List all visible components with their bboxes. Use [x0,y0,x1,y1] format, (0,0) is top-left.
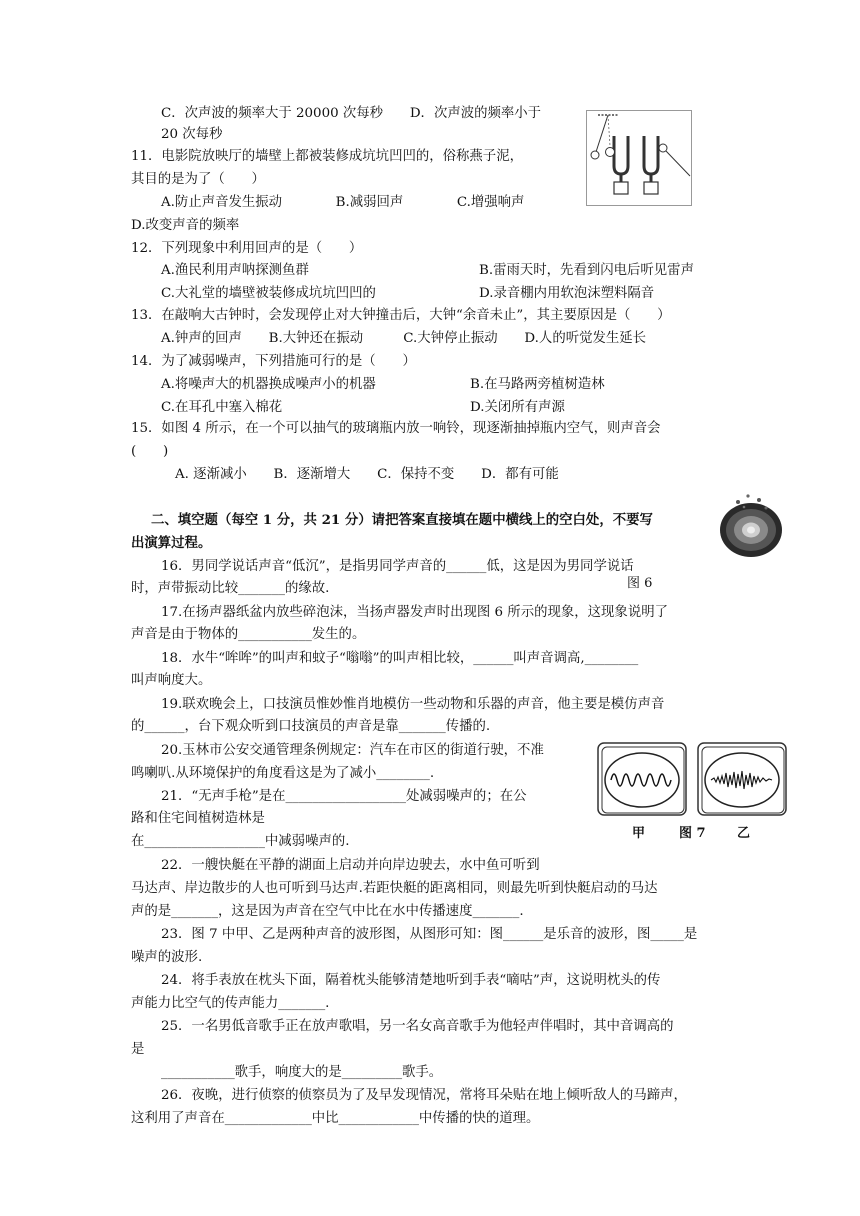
q18-line1: 18．水牛“哞哞”的叫声和蚊子“嗡嗡”的叫声相比较，______叫声音调高,________ [161,651,639,666]
q22-line1: 22．一艘快艇在平静的湖面上启动并向岸边驶去，水中鱼可听到 [161,858,540,873]
oscilloscope-noise-wave [697,742,789,818]
q26-line2: 这利用了声音在_____________中比____________中传播的快的道理。 [131,1111,540,1126]
q21-line3: 在__________________中减弱噪声的. [131,834,350,849]
q14-stem: 14．为了减弱噪声，下列措施可行的是（ ） [131,354,416,369]
q12-option-b: B.雷雨天时，先看到闪电后听见雷声 [479,263,694,278]
q11-stem-cont: 其目的是为了（ ） [131,172,265,187]
q11-options-abc: A.防止声音发生振动 B.减弱回声 C.增强响声 [161,195,525,210]
q16-line1: 16．男同学说话声音“低沉”，是指男同学声音的______低，这是因为男同学说话 [161,559,634,574]
q18-line2: 叫声响度大。 [131,673,212,688]
tuning-fork-figure [586,110,692,206]
oscilloscope-music-wave [597,742,689,818]
q25-line3: ___________歌手，响度大的是_________歌手。 [161,1065,443,1080]
q21-line2: 路和住宅间植树造林是 [131,811,265,826]
q15-stem: 15．如图 4 所示，在一个可以抽气的玻璃瓶内放一响铃，现逐渐抽掉瓶内空气，则声音会 [131,421,661,436]
speaker-icon [718,490,784,562]
q14-option-c: C.在耳孔中塞入棉花 [161,400,283,415]
q23-line2: 噪声的波形. [131,950,203,965]
q20-line1: 20.玉林市公安交通管理条例规定：汽车在市区的街道行驶，不准 [161,743,544,758]
q17-line2: 声音是由于物体的___________发生的。 [131,627,366,642]
q11-stem: 11．电影院放映厅的墙壁上都被装修成坑坑凹凹的，俗称燕子泥， [131,149,523,164]
q20-line2: 鸣喇叭.从环境保护的角度看这是为了减小________. [131,766,435,781]
q25-line1: 25．一名男低音歌手正在放声歌唱，另一名女高音歌手为他轻声伴唱时，其中音调高的 [161,1019,674,1034]
q24-line2: 声能力比空气的传声能力_______. [131,996,330,1011]
q10-option-cd: C．次声波的频率大于 20000 次每秒 D．次声波的频率小于 [161,106,542,121]
section-two-heading-cont: 出演算过程。 [131,535,212,551]
q13-options: A.钟声的回声 B.大钟还在振动 C.大钟停止振动 D.人的听觉发生延长 [161,331,647,346]
q24-line1: 24．将手表放在枕头下面，隔着枕头能够清楚地听到手表“嘀咕”声，这说明枕头的传 [161,973,661,988]
q15-stem-cont: ( ) [131,444,169,459]
q19-line2: 的______，台下观众听到口技演员的声音是靠_______传播的. [131,719,491,734]
q22-line2: 马达声、岸边散步的人也可听到马达声.若距快艇的距离相同，则最先听到快艇启动的马达 [131,881,658,896]
q25-line2: 是 [131,1042,145,1057]
q15-options: A. 逐渐减小 B．逐渐增大 C．保持不变 D．都有可能 [175,467,559,482]
q16-line2: 时，声带振动比较_______的缘故. [131,581,330,596]
q21-line1: 21．“无声手枪”是在__________________处减弱噪声的；在公 [161,789,527,804]
fig6-caption: 图 6 [627,576,653,591]
q12-stem: 12．下列现象中利用回声的是（ ） [131,241,363,256]
q12-option-a: A.渔民利用声呐探测鱼群 [161,263,309,278]
q23-line1: 23．图 7 中甲、乙是两种声音的波形图，从图形可知：图______是乐音的波形，图_____是 [161,927,698,942]
q13-stem: 13．在敲响大古钟时，会发现停止对大钟撞击后，大钟“余音未止”，其主要原因是（ ） [131,308,671,323]
q26-line1: 26．夜晚，进行侦察的侦察员为了及早发现情况，常将耳朵贴在地上倾听敌人的马蹄声， [161,1088,687,1103]
q12-option-d: D.录音棚内用软泡沫塑料隔音 [479,286,655,301]
q10-option-d-cont: 20 次每秒 [161,127,223,142]
q14-option-d: D.关闭所有声源 [470,400,565,415]
q11-option-d: D.改变声音的频率 [131,218,240,233]
q17-line1: 17.在扬声器纸盆内放些碎泡沫，当扬声器发声时出现图 6 所示的现象，这现象说明了 [161,605,668,620]
q12-option-c: C.大礼堂的墙壁被装修成坑坑凹凹的 [161,286,376,301]
fig7-caption: 图 7 [679,826,706,841]
q22-line3: 声的是_______，这是因为声音在空气中比在水中传播速度_______. [131,904,524,919]
q14-option-a: A.将噪声大的机器换成噪声小的机器 [161,377,376,392]
section-two-heading: 二、填空题（每空 1 分，共 21 分）请把答案直接填在题中横线上的空白处，不要写 [151,512,653,528]
fig7-label-yi: 乙 [737,826,751,841]
fig7-label-jia: 甲 [632,826,646,841]
q14-option-b: B.在马路两旁植树造林 [470,377,605,392]
q19-line1: 19.联欢晚会上，口技演员惟妙惟肖地模仿一些动物和乐器的声音，他主要是模仿声音 [161,697,665,712]
